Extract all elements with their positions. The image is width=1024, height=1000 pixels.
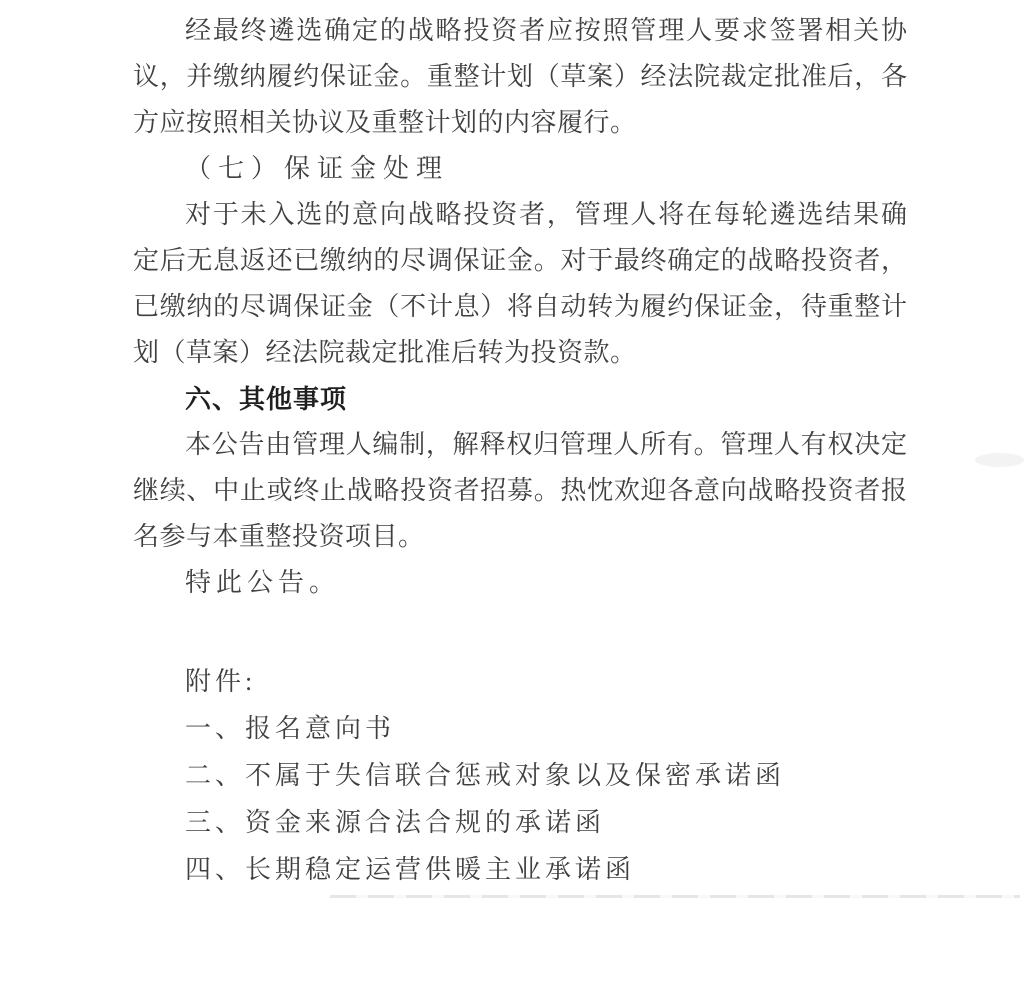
section-subheading: （七）保证金处理 — [185, 154, 450, 183]
body-line: 本公告由管理人编制，解释权归管理人所有。管理人有权决定 — [185, 430, 907, 459]
body-line: 已缴纳的尽调保证金（不计息）将自动转为履约保证金，待重整计 — [133, 292, 907, 321]
scan-artifact-dashed-line — [330, 895, 1020, 898]
attachments-section — [133, 658, 907, 893]
body-line: 定后无息返还已缴纳的尽调保证金。对于最终确定的战略投资者， — [133, 246, 907, 275]
closing-line: 特此公告。 — [185, 568, 341, 597]
section-heading: 六、其他事项 — [185, 384, 348, 414]
body-line: 划（草案）经法院裁定批准后转为投资款。 — [133, 338, 637, 367]
body-line: 对于未入选的意向战略投资者，管理人将在每轮遴选结果确 — [185, 200, 907, 229]
attachment-item: 二、不属于失信联合惩戒对象以及保密承诺函 — [185, 761, 786, 790]
attachment-item: 一、报名意向书 — [185, 714, 396, 743]
body-line: 方应按照相关协议及重整计划的内容履行。 — [133, 108, 637, 137]
body-line: 议，并缴纳履约保证金。重整计划（草案）经法院裁定批准后，各 — [133, 62, 907, 91]
document-content — [133, 8, 907, 893]
body-line: 继续、中止或终止战略投资者招募。热忱欢迎各意向战略投资者报 — [133, 476, 907, 505]
attachments-label: 附件: — [185, 667, 257, 696]
attachment-item: 四、长期稳定运营供暖主业承诺函 — [185, 855, 636, 884]
body-line: 名参与本重整投资项目。 — [133, 522, 425, 551]
scan-artifact-streak — [975, 453, 1024, 467]
body-line: 经最终遴选确定的战略投资者应按照管理人要求签署相关协 — [185, 16, 907, 45]
attachment-item: 三、资金来源合法合规的承诺函 — [185, 808, 606, 837]
